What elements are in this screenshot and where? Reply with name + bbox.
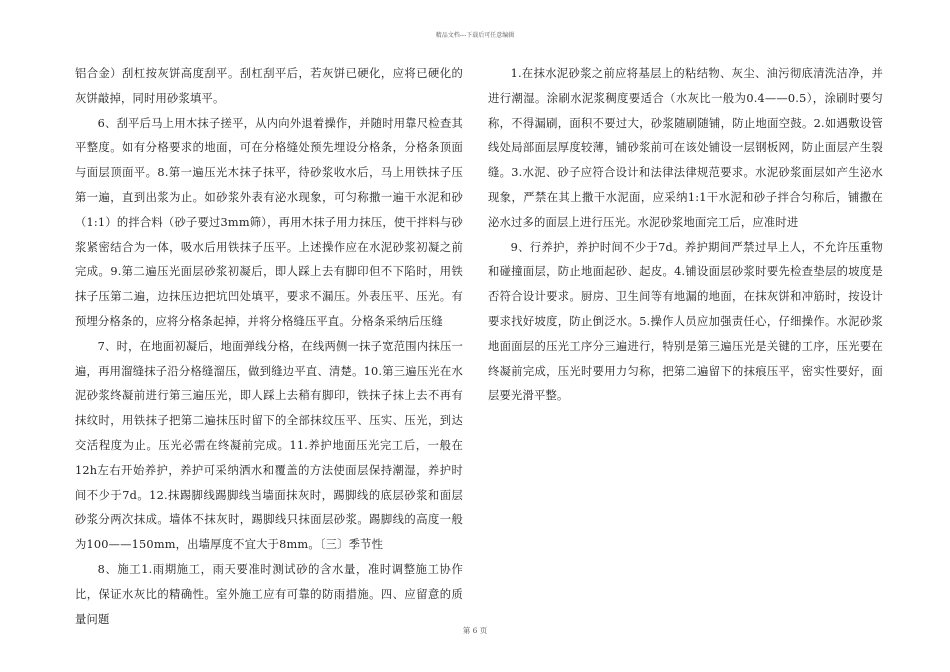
page-header: 精品文档---下载后可任意编辑	[435, 32, 515, 39]
paragraph: 6、刮平后马上用木抹子搓平，从内向外退着操作，并随时用靠尺检查其平整度。如有分格要求的地面，可在分格缝处预先埋设分格条，分格条顶面与面层顶面平。8.第一遍压光木抹子抹平，待砂浆收水后，马上用铁抹子压第一遍，直到出浆为止。如砂浆外表有泌水现象，可匀称撒一遍干水泥和砂（1:1）的拌合料（砂子要过3mm筛），再用木抹子用力抹压，使干拌料与砂浆紧密结合为一体，吸水后用铁抹子压平。上述操作应在水泥砂浆初凝之前完成。9.第二遍压光面层砂浆初凝后，即人踩上去有脚印但不下陷时，用铁抹子压第二遍，边抹压边把坑凹处填平，要求不漏压。外表压平、压光。有预埋分格条的，应将分格条起掉，并将分格缝压平直。分格条采纳后压缝	[75, 116, 463, 328]
paragraph: 7、时，在地面初凝后，地面弹线分格，在线两侧一抹子宽范围内抹压一遍，再用溜缝抹子沿分格缝溜压，做到缝边平直、清楚。10.第三遍压光在水泥砂浆终凝前进行第三遍压光，即人踩上去稍有脚印，铁抹子抹上去不再有抹纹时，用铁抹子把第二遍抹压时留下的全部抹纹压平、压实、压光，到达交活程度为止。压光必需在终凝前完成。11.养护地面压光完工后，一般在12h左右开始养护，养护可采纳洒水和覆盖的方法使面层保持潮湿，养护时间不少于7d。12.抹踢脚线踢脚线当墙面抹灰时，踢脚线的底层砂浆和面层砂浆分两次抹成。墙体不抹灰时，踢脚线只抹面层砂浆。踢脚线的高度一般为100——150mm，出墙厚度不宜大于8mm。〔三〕季节性	[75, 339, 463, 552]
paragraph: 铝合金）刮杠按灰饼高度刮平。刮杠刮平后，若灰饼已硬化，应将已硬化的灰饼敲掉，同时用砂浆填平。	[75, 67, 463, 105]
paragraph: 1.在抹水泥砂浆之前应将基层上的粘结物、灰尘、油污彻底清洗洁净，并进行潮湿。涂刷水泥浆稠度要适合（水灰比一般为0.4——0.5），涂刷时要匀称，不得漏刷，面积不要过大，砂浆随刷随铺，防止地面空鼓。2.如遇敷设管线处局部面层厚度较薄，铺砂浆前可在该处铺设一层钢板网，防止面层产生裂缝。3.水泥、砂子应符合设计和法律法律规范要求。水泥砂浆面层如产生泌水现象，严禁在其上撒干水泥面，应采纳1:1干水泥和砂子拌合匀称后，铺撒在泌水过多的面层上进行压光。水泥砂浆地面完工后，应准时进	[488, 67, 883, 229]
page-number: 第 6 页	[462, 626, 488, 635]
paragraph: 9、行养护，养护时间不少于7d。养护期间严禁过早上人，不允许压重物和碰撞面层，防止地面起砂、起皮。4.铺设面层砂浆时要先检查垫层的坡度是否符合设计要求。厨房、卫生间等有地漏的地面，在抹灰饼和冲筋时，按设计要求找好坡度，防止倒泛水。5.操作人员应加强责任心，仔细操作。水泥砂浆地面面层的压光工序分三遍进行，特别是第三遍压光是关键的工序，压光要在终凝前完成，压光时要用力匀称，把第二遍留下的抹痕压平，密实性要好，面层要光滑平整。	[488, 240, 883, 403]
left-column	[75, 62, 463, 632]
right-column	[488, 62, 883, 409]
paragraph: 8、施工1.雨期施工，雨天要准时测试砂的含水量，准时调整施工协作比，保证水灰比的精确性。室外施工应有可靠的防雨措施。四、应留意的质量问题	[75, 562, 463, 626]
